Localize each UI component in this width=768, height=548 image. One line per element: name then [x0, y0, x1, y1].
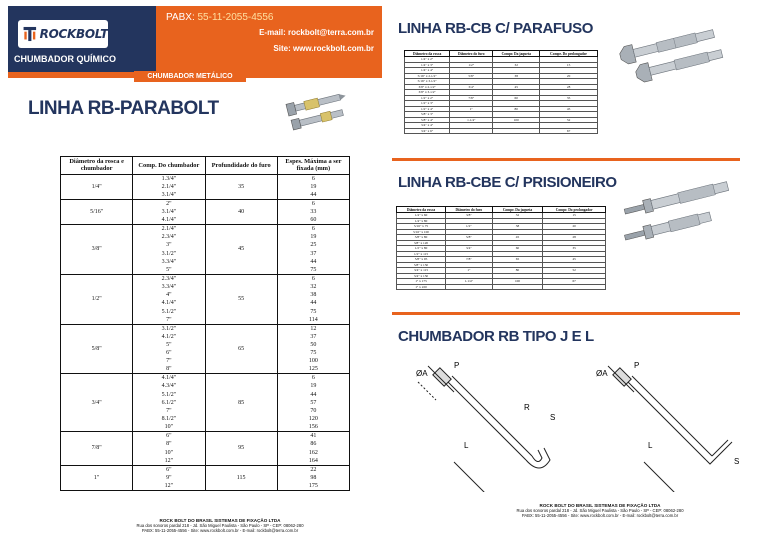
thickness-cell: 120	[277, 415, 349, 423]
product-subtitle: CHUMBADOR QUÍMICO	[14, 54, 116, 64]
table-cell: 5/16" x 100	[397, 229, 446, 235]
j-bolt-diagram	[404, 352, 574, 492]
length-cell: 8"	[133, 440, 205, 448]
thickness-cell: 37	[277, 333, 349, 341]
table-row	[61, 324, 350, 333]
length-cell: 3.1/2"	[133, 324, 205, 333]
footer-address-2: Rua dos sonoros pardal 218 - Jd. São Miguel Paulista - São Paulo - SP - CEP: 08062-280	[516, 508, 684, 513]
thickness-cell: 175	[277, 482, 349, 491]
depth-cell: 40	[205, 199, 277, 224]
thickness-cell: 156	[277, 423, 349, 432]
table-cell: 80	[492, 268, 543, 274]
table-cell: 3/4" x 4"	[405, 123, 450, 129]
col-header-depth: Profundidade do furo	[205, 157, 277, 175]
table-cell: 100	[493, 117, 540, 123]
table-cell: 5/16" x 3.1/2"	[405, 79, 450, 85]
thickness-cell: 19	[277, 382, 349, 390]
length-cell: 2.3/4"	[133, 274, 205, 283]
rb-jl-title: CHUMBADOR RB TIPO J E L	[398, 328, 594, 345]
thickness-cell: 33	[277, 208, 349, 216]
dim-label-p: P	[454, 361, 460, 370]
cbe-header-extension: Compr. Do prolongador	[543, 207, 606, 213]
table-row	[61, 465, 350, 474]
table-cell: 1/4" x 4"	[405, 68, 450, 74]
length-cell: 3.3/4"	[133, 258, 205, 266]
thickness-cell: 32	[277, 283, 349, 291]
table-cell: 3/4" x 115	[397, 268, 446, 274]
table-cell: 1/4" x 80	[397, 218, 446, 224]
table-cell: 1/4" x 3"	[405, 62, 450, 68]
table-cell: 5/16" x 2.1/2"	[405, 73, 450, 79]
table-cell: 1/2" x 4"	[405, 106, 450, 112]
thickness-cell: 6	[277, 274, 349, 283]
thickness-cell: 6	[277, 174, 349, 183]
thickness-cell: 6	[277, 225, 349, 234]
rb-cb-bolt-image	[616, 18, 734, 88]
table-cell: 3/4"	[450, 84, 493, 90]
table-cell: 3/4" x 150	[397, 273, 446, 279]
thickness-cell: 44	[277, 299, 349, 307]
length-cell: 2"	[133, 199, 205, 208]
thickness-cell: 98	[277, 474, 349, 482]
section-divider-2	[392, 312, 740, 315]
thickness-cell: 12	[277, 324, 349, 333]
diameter-cell: 3/4"	[61, 374, 133, 432]
table-cell: 65	[492, 257, 543, 263]
table-cell: 38	[492, 224, 543, 230]
table-cell: 35	[543, 246, 606, 252]
table-row	[61, 274, 350, 283]
table-cell: 1" x 220	[397, 284, 446, 290]
table-cell: 5/8"	[446, 235, 493, 241]
cb-header-extension: Compr. Do prolongador	[540, 51, 598, 57]
table-cell: 20	[540, 73, 598, 79]
length-cell: 4"	[133, 291, 205, 299]
table-row	[61, 225, 350, 234]
table-row	[405, 128, 598, 134]
table-cell: 100	[492, 279, 543, 285]
table-cell: 5/8"	[450, 73, 493, 79]
table-cell: 32	[492, 213, 543, 219]
thickness-cell: 60	[277, 216, 349, 225]
table-cell: 3/4" x 6"	[405, 128, 450, 134]
table-cell: 67	[543, 279, 606, 285]
table-cell: 5/8" x 95	[397, 257, 446, 263]
right-footer	[480, 503, 720, 518]
thickness-cell: 37	[277, 249, 349, 257]
footer-company: ROCK BOLT DO BRASIL SISTEMAS DE FIXAÇÃO LTDA	[159, 518, 281, 523]
parabolt-spec-table	[60, 156, 350, 491]
table-cell: 1.1/4"	[446, 279, 493, 285]
table-cell: 1/2"	[450, 62, 493, 68]
rockbolt-logo-icon	[22, 24, 38, 44]
table-cell: 1/2" x 3"	[405, 101, 450, 107]
thickness-cell: 75	[277, 266, 349, 275]
thickness-cell: 100	[277, 357, 349, 365]
table-cell: 67	[540, 128, 598, 134]
table-cell: 20	[543, 224, 606, 230]
table-row	[61, 199, 350, 208]
table-row	[61, 174, 350, 183]
table-cell: 1"	[450, 106, 493, 112]
dim-label-l: L	[464, 441, 469, 450]
parabolt-title: LINHA RB-PARABOLT	[28, 98, 219, 119]
length-cell: 2.1/4"	[133, 183, 205, 191]
thickness-cell: 22	[277, 465, 349, 474]
length-cell: 5"	[133, 341, 205, 349]
brand-name: ROCKBOLT	[39, 27, 108, 41]
length-cell: 3.3/4"	[133, 283, 205, 291]
length-cell: 3"	[133, 241, 205, 249]
table-cell: 60	[492, 246, 543, 252]
table-cell: 35	[540, 95, 598, 101]
dim-label-diameter-2: ØA	[596, 369, 608, 378]
table-cell: 3/4"	[446, 246, 493, 252]
depth-cell: 115	[205, 465, 277, 490]
diameter-cell: 5/8"	[61, 324, 133, 374]
thickness-cell: 70	[277, 407, 349, 415]
table-cell: 52	[543, 268, 606, 274]
table-cell: 3/8" x 80	[397, 235, 446, 241]
table-cell: 3/8" x 3.1/2"	[405, 90, 450, 96]
table-cell: 52	[540, 117, 598, 123]
length-cell: 9"	[133, 474, 205, 482]
length-cell: 1.3/4"	[133, 174, 205, 183]
length-cell: 7"	[133, 407, 205, 415]
length-cell: 4.3/4"	[133, 382, 205, 390]
thickness-cell: 38	[277, 291, 349, 299]
parabolt-bolt-image	[282, 86, 352, 132]
col-header-length: Comp. Do chumbador	[133, 157, 205, 175]
table-cell	[493, 128, 540, 134]
l-bolt-diagram	[584, 352, 754, 492]
table-cell	[446, 284, 493, 290]
depth-cell: 85	[205, 374, 277, 432]
dim-label-p-2: P	[634, 361, 640, 370]
table-cell: 80	[493, 106, 540, 112]
dim-label-s: S	[550, 413, 556, 422]
length-cell: 4.1/4"	[133, 216, 205, 225]
diameter-cell: 3/8"	[61, 225, 133, 275]
table-cell: 1/4" x 60	[397, 213, 446, 219]
length-cell: 7"	[133, 316, 205, 325]
table-row	[61, 432, 350, 441]
section-divider	[392, 158, 740, 161]
thickness-cell: 125	[277, 365, 349, 374]
length-cell: 3.1/4"	[133, 191, 205, 200]
length-cell: 6"	[133, 432, 205, 441]
thickness-cell: 19	[277, 233, 349, 241]
pabx-line	[166, 12, 274, 23]
email-text: E-mail: rockbolt@terra.com.br	[259, 28, 374, 37]
thickness-cell: 75	[277, 307, 349, 315]
rb-cb-title: LINHA RB-CB C/ PARAFUSO	[398, 20, 593, 37]
thickness-cell: 44	[277, 258, 349, 266]
left-footer	[100, 518, 340, 533]
table-row	[61, 374, 350, 383]
thickness-cell: 162	[277, 448, 349, 456]
pabx-number: 55-11-2055-4556	[197, 12, 274, 23]
table-cell	[450, 128, 493, 134]
thickness-cell: 75	[277, 349, 349, 357]
length-cell: 3.1/2"	[133, 249, 205, 257]
length-cell: 3.1/4"	[133, 208, 205, 216]
footer-company-2: ROCK BOLT DO BRASIL SISTEMAS DE FIXAÇÃO LTDA	[539, 503, 661, 508]
table-cell: 1/2" x 2"	[405, 95, 450, 101]
thickness-cell: 41	[277, 432, 349, 441]
table-cell: 7/8"	[446, 257, 493, 263]
cbe-header-hole: Diâmetro do furo	[446, 207, 493, 213]
length-cell: 8.1/2"	[133, 415, 205, 423]
thickness-cell: 44	[277, 391, 349, 399]
length-cell: 4.1/4"	[133, 374, 205, 383]
cb-header-thread: Diâmetro da rosca	[405, 51, 450, 57]
table-cell: 3/8"	[446, 213, 493, 219]
table-cell: 3/8" x 120	[397, 240, 446, 246]
site-text: Site: www.rockbolt.com.br	[273, 44, 374, 53]
table-cell: 1"	[446, 268, 493, 274]
table-row	[397, 284, 606, 290]
length-cell: 10"	[133, 448, 205, 456]
footer-contacts: PABX: 55-11-2055-4556 - Site: www.rockbolt.com.br - E-mail: rockbolt@terra.com.br	[141, 528, 299, 533]
cb-header-sleeve: Compr. Da jaqueta	[493, 51, 540, 57]
cbe-header-sleeve: Compr. Da jaqueta	[492, 207, 543, 213]
table-cell: 45	[492, 235, 543, 241]
rb-cbe-bolt-image	[620, 172, 736, 252]
category-tab: CHUMBADOR METÁLICO	[134, 71, 246, 82]
thickness-cell: 44	[277, 191, 349, 200]
rb-cbe-table	[396, 206, 606, 290]
thickness-cell: 19	[277, 183, 349, 191]
thickness-cell: 114	[277, 316, 349, 325]
diameter-cell: 5/16"	[61, 199, 133, 224]
length-cell: 6"	[133, 349, 205, 357]
table-cell	[492, 284, 543, 290]
length-cell: 12"	[133, 482, 205, 491]
thickness-cell: 164	[277, 457, 349, 466]
depth-cell: 95	[205, 432, 277, 465]
thickness-cell: 57	[277, 399, 349, 407]
rb-cb-table	[404, 50, 598, 134]
thickness-cell: 50	[277, 341, 349, 349]
length-cell: 2.1/4"	[133, 225, 205, 234]
thickness-cell: 6	[277, 199, 349, 208]
table-cell: 5/8" x 4"	[405, 117, 450, 123]
brand-logo	[18, 20, 108, 48]
depth-cell: 45	[205, 225, 277, 275]
footer-address: Rua dos sonoros pardal 218 - Jd. São Miguel Paulista - São Paulo - SP - CEP: 08062-280	[136, 523, 304, 528]
table-cell: 1/4" x 2"	[405, 57, 450, 63]
table-cell: 32	[493, 62, 540, 68]
table-cell: 5/8" x 150	[397, 262, 446, 268]
table-cell: 1.1/4"	[450, 117, 493, 123]
col-header-thickness: Espes. Máxima a ser fixada (mm)	[277, 157, 349, 175]
length-cell: 6"	[133, 465, 205, 474]
length-cell: 10"	[133, 423, 205, 432]
length-cell: 5.1/2"	[133, 307, 205, 315]
table-cell: 5/16" x 75	[397, 224, 446, 230]
depth-cell: 35	[205, 174, 277, 199]
length-cell: 5.1/2"	[133, 391, 205, 399]
table-cell: 1/2" x 80	[397, 246, 446, 252]
thickness-cell: 25	[277, 241, 349, 249]
cbe-header-thread: Diâmetro da rosca	[397, 207, 446, 213]
depth-cell: 65	[205, 324, 277, 374]
footer-contacts-2: PABX: 55-11-2055-4556 - Site: www.rockbolt.com.br - E-mail: rockbolt@terra.com.br	[521, 513, 679, 518]
table-cell: 45	[540, 106, 598, 112]
table-cell: 45	[543, 257, 606, 263]
dim-label-s-2: S	[734, 457, 740, 466]
dim-label-r: R	[524, 403, 530, 412]
length-cell: 5"	[133, 266, 205, 275]
table-cell: 15	[540, 62, 598, 68]
table-cell: 15	[543, 213, 606, 219]
length-cell: 4.1/2"	[133, 333, 205, 341]
table-cell: 60	[493, 95, 540, 101]
table-cell: 45	[493, 84, 540, 90]
diameter-cell: 1"	[61, 465, 133, 490]
table-cell: 28	[540, 84, 598, 90]
length-cell: 6.1/2"	[133, 399, 205, 407]
rb-cbe-title: LINHA RB-CBE C/ PRISIONEIRO	[398, 174, 617, 191]
col-header-diameter: Diâmetro da rosca e chumbador	[61, 157, 133, 175]
depth-cell: 55	[205, 274, 277, 324]
table-cell: 1/2"	[446, 224, 493, 230]
table-cell: 38	[493, 73, 540, 79]
diameter-cell: 1/4"	[61, 174, 133, 199]
right-page	[384, 0, 768, 548]
thickness-cell: 6	[277, 374, 349, 383]
table-cell: 1" x 175	[397, 279, 446, 285]
length-cell: 7"	[133, 357, 205, 365]
length-cell: 4.1/4"	[133, 299, 205, 307]
length-cell: 12"	[133, 457, 205, 466]
table-cell: 28	[543, 235, 606, 241]
table-cell: 1/2" x 115	[397, 251, 446, 257]
diameter-cell: 7/8"	[61, 432, 133, 465]
length-cell: 2.3/4"	[133, 233, 205, 241]
pabx-label: PABX:	[166, 12, 195, 23]
thickness-cell: 86	[277, 440, 349, 448]
table-cell: 3/8" x 2.1/2"	[405, 84, 450, 90]
table-cell: 7/8"	[450, 95, 493, 101]
table-cell: 5/8" x 3"	[405, 112, 450, 118]
cb-header-hole: Diâmetro do furo	[450, 51, 493, 57]
dim-label-l-2: L	[648, 441, 653, 450]
length-cell: 8"	[133, 365, 205, 374]
diameter-cell: 1/2"	[61, 274, 133, 324]
table-cell	[543, 284, 606, 290]
dim-label-diameter: ØA	[416, 369, 428, 378]
